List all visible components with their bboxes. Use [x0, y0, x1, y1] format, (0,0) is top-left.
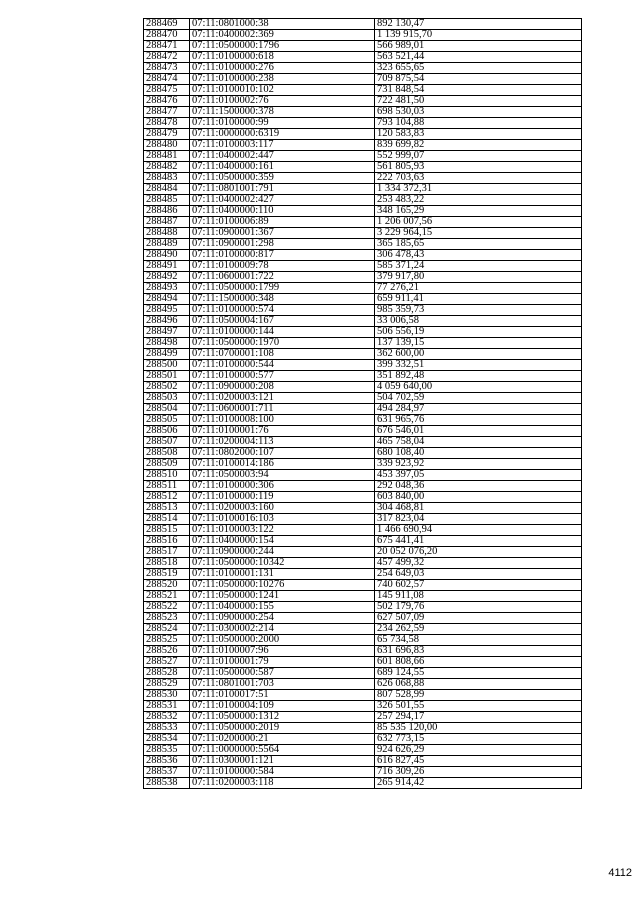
- row-number-cell: 288485: [144, 195, 190, 206]
- cadastral-number-cell: 07:11:0900000:254: [190, 613, 375, 624]
- table-row: [144, 646, 582, 657]
- cadastral-value-cell: 365 185,65: [375, 239, 582, 250]
- cadastral-value-cell: 317 823,04: [375, 514, 582, 525]
- cadastral-number-cell: 07:11:0400000:154: [190, 536, 375, 547]
- cadastral-value-cell: 506 556,19: [375, 327, 582, 338]
- table-row: [144, 569, 582, 580]
- cadastral-value-cell: 348 165,29: [375, 206, 582, 217]
- table-row: [144, 503, 582, 514]
- row-number-cell: 288531: [144, 701, 190, 712]
- table-row: [144, 316, 582, 327]
- cadastral-number-cell: 07:11:0100009:78: [190, 261, 375, 272]
- table-row: [144, 19, 582, 30]
- cadastral-value-cell: 675 441,41: [375, 536, 582, 547]
- cadastral-number-cell: 07:11:0200004:113: [190, 437, 375, 448]
- row-number-cell: 288499: [144, 349, 190, 360]
- table-row: [144, 129, 582, 140]
- row-number-cell: 288519: [144, 569, 190, 580]
- row-number-cell: 288480: [144, 140, 190, 151]
- table-row: [144, 547, 582, 558]
- row-number-cell: 288486: [144, 206, 190, 217]
- cadastral-value-cell: 292 048,36: [375, 481, 582, 492]
- row-number-cell: 288505: [144, 415, 190, 426]
- cadastral-value-cell: 731 848,54: [375, 85, 582, 96]
- cadastral-value-cell: 616 827,45: [375, 756, 582, 767]
- table-row: [144, 63, 582, 74]
- cadastral-number-cell: 07:11:0900001:298: [190, 239, 375, 250]
- cadastral-number-cell: 07:11:1500000:348: [190, 294, 375, 305]
- row-number-cell: 288534: [144, 734, 190, 745]
- cadastral-number-cell: 07:11:0500000:359: [190, 173, 375, 184]
- cadastral-number-cell: 07:11:0100008:100: [190, 415, 375, 426]
- row-number-cell: 288506: [144, 426, 190, 437]
- cadastral-value-cell: 1 139 915,70: [375, 30, 582, 41]
- row-number-cell: 288517: [144, 547, 190, 558]
- row-number-cell: 288474: [144, 74, 190, 85]
- row-number-cell: 288495: [144, 305, 190, 316]
- row-number-cell: 288513: [144, 503, 190, 514]
- cadastral-number-cell: 07:11:0100016:103: [190, 514, 375, 525]
- table-row: [144, 294, 582, 305]
- cadastral-value-cell: 362 600,00: [375, 349, 582, 360]
- row-number-cell: 288490: [144, 250, 190, 261]
- cadastral-value-cell: 504 702,59: [375, 393, 582, 404]
- cadastral-number-cell: 07:11:0100007:96: [190, 646, 375, 657]
- cadastral-number-cell: 07:11:0500000:10342: [190, 558, 375, 569]
- row-number-cell: 288528: [144, 668, 190, 679]
- cadastral-value-cell: 807 528,99: [375, 690, 582, 701]
- cadastral-number-cell: 07:11:0100003:122: [190, 525, 375, 536]
- table-row: [144, 690, 582, 701]
- table-row: [144, 745, 582, 756]
- cadastral-value-cell: 65 734,58: [375, 635, 582, 646]
- row-number-cell: 288507: [144, 437, 190, 448]
- cadastral-value-cell: 77 276,21: [375, 283, 582, 294]
- cadastral-value-cell: 457 499,32: [375, 558, 582, 569]
- table-row: [144, 723, 582, 734]
- row-number-cell: 288537: [144, 767, 190, 778]
- row-number-cell: 288511: [144, 481, 190, 492]
- row-number-cell: 288497: [144, 327, 190, 338]
- cadastral-number-cell: 07:11:0100000:119: [190, 492, 375, 503]
- cadastral-value-cell: 379 917,80: [375, 272, 582, 283]
- cadastral-value-cell: 698 530,03: [375, 107, 582, 118]
- cadastral-number-cell: 07:11:0100000:306: [190, 481, 375, 492]
- cadastral-value-cell: 257 294,17: [375, 712, 582, 723]
- cadastral-value-cell: 839 699,82: [375, 140, 582, 151]
- cadastral-number-cell: 07:11:0600001:711: [190, 404, 375, 415]
- cadastral-number-cell: 07:11:0100000:144: [190, 327, 375, 338]
- cadastral-value-cell: 566 989,01: [375, 41, 582, 52]
- table-body: [144, 19, 582, 789]
- row-number-cell: 288538: [144, 778, 190, 789]
- cadastral-value-cell: 631 696,83: [375, 646, 582, 657]
- table-row: [144, 184, 582, 195]
- cadastral-number-cell: 07:11:0100000:574: [190, 305, 375, 316]
- cadastral-value-cell: 3 229 964,15: [375, 228, 582, 239]
- row-number-cell: 288512: [144, 492, 190, 503]
- row-number-cell: 288481: [144, 151, 190, 162]
- cadastral-value-cell: 502 179,76: [375, 602, 582, 613]
- cadastral-number-cell: 07:11:0801001:703: [190, 679, 375, 690]
- cadastral-number-cell: 07:11:0500000:10276: [190, 580, 375, 591]
- cadastral-number-cell: 07:11:0600001:722: [190, 272, 375, 283]
- cadastral-number-cell: 07:11:0100010:102: [190, 85, 375, 96]
- cadastral-value-cell: 326 501,55: [375, 701, 582, 712]
- table-row: [144, 360, 582, 371]
- table-row: [144, 657, 582, 668]
- cadastral-value-cell: 234 262,59: [375, 624, 582, 635]
- table-row: [144, 327, 582, 338]
- table-row: [144, 426, 582, 437]
- table-row: [144, 305, 582, 316]
- cadastral-value-cell: 339 923,92: [375, 459, 582, 470]
- row-number-cell: 288476: [144, 96, 190, 107]
- row-number-cell: 288520: [144, 580, 190, 591]
- table-row: [144, 591, 582, 602]
- cadastral-number-cell: 07:11:0700001:108: [190, 349, 375, 360]
- row-number-cell: 288525: [144, 635, 190, 646]
- row-number-cell: 288471: [144, 41, 190, 52]
- cadastral-number-cell: 07:11:0100004:109: [190, 701, 375, 712]
- cadastral-value-cell: 253 483,22: [375, 195, 582, 206]
- row-number-cell: 288478: [144, 118, 190, 129]
- row-number-cell: 288500: [144, 360, 190, 371]
- cadastral-number-cell: 07:11:1500000:378: [190, 107, 375, 118]
- table-row: [144, 448, 582, 459]
- row-number-cell: 288496: [144, 316, 190, 327]
- cadastral-value-cell: 709 875,54: [375, 74, 582, 85]
- cadastral-value-cell: 137 139,15: [375, 338, 582, 349]
- table-row: [144, 239, 582, 250]
- table-row: [144, 140, 582, 151]
- cadastral-value-cell: 120 583,83: [375, 129, 582, 140]
- cadastral-number-cell: 07:11:0900000:244: [190, 547, 375, 558]
- table-row: [144, 492, 582, 503]
- table-row: [144, 635, 582, 646]
- cadastral-number-cell: 07:11:0100001:131: [190, 569, 375, 580]
- cadastral-number-cell: 07:11:0400002:427: [190, 195, 375, 206]
- cadastral-number-cell: 07:11:0000000:6319: [190, 129, 375, 140]
- cadastral-number-cell: 07:11:0100000:817: [190, 250, 375, 261]
- row-number-cell: 288473: [144, 63, 190, 74]
- table-row: [144, 459, 582, 470]
- row-number-cell: 288498: [144, 338, 190, 349]
- cadastral-value-cell: 680 108,40: [375, 448, 582, 459]
- cadastral-value-cell: 399 332,51: [375, 360, 582, 371]
- table-row: [144, 85, 582, 96]
- cadastral-value-cell: 716 309,26: [375, 767, 582, 778]
- row-number-cell: 288483: [144, 173, 190, 184]
- table-row: [144, 679, 582, 690]
- row-number-cell: 288524: [144, 624, 190, 635]
- table-row: [144, 624, 582, 635]
- cadastral-value-cell: 465 758,04: [375, 437, 582, 448]
- cadastral-number-cell: 07:11:0100000:544: [190, 360, 375, 371]
- cadastral-value-cell: 601 808,66: [375, 657, 582, 668]
- table-row: [144, 151, 582, 162]
- cadastral-value-cell: 676 546,01: [375, 426, 582, 437]
- cadastral-number-cell: 07:11:0801001:791: [190, 184, 375, 195]
- row-number-cell: 288482: [144, 162, 190, 173]
- cadastral-number-cell: 07:11:0200003:160: [190, 503, 375, 514]
- table-row: [144, 756, 582, 767]
- cadastral-value-cell: 1 206 007,56: [375, 217, 582, 228]
- table-row: [144, 602, 582, 613]
- cadastral-number-cell: 07:11:0200003:118: [190, 778, 375, 789]
- cadastral-number-cell: 07:11:0100000:238: [190, 74, 375, 85]
- row-number-cell: 288487: [144, 217, 190, 228]
- cadastral-value-cell: 1 466 690,94: [375, 525, 582, 536]
- cadastral-number-cell: 07:11:0500004:167: [190, 316, 375, 327]
- row-number-cell: 288477: [144, 107, 190, 118]
- row-number-cell: 288504: [144, 404, 190, 415]
- cadastral-value-cell: 627 507,09: [375, 613, 582, 624]
- cadastral-value-cell: 631 965,76: [375, 415, 582, 426]
- row-number-cell: 288488: [144, 228, 190, 239]
- row-number-cell: 288521: [144, 591, 190, 602]
- table-row: [144, 613, 582, 624]
- table-row: [144, 162, 582, 173]
- row-number-cell: 288469: [144, 19, 190, 30]
- cadastral-value-cell: 306 478,43: [375, 250, 582, 261]
- cadastral-number-cell: 07:11:0100000:584: [190, 767, 375, 778]
- row-number-cell: 288494: [144, 294, 190, 305]
- table-row: [144, 41, 582, 52]
- cadastral-number-cell: 07:11:0500000:2019: [190, 723, 375, 734]
- cadastral-number-cell: 07:11:0900001:367: [190, 228, 375, 239]
- page-number: 4112: [608, 867, 632, 879]
- table-row: [144, 778, 582, 789]
- row-number-cell: 288475: [144, 85, 190, 96]
- row-number-cell: 288526: [144, 646, 190, 657]
- cadastral-number-cell: 07:11:0500000:1970: [190, 338, 375, 349]
- table-row: [144, 536, 582, 547]
- table-row: [144, 371, 582, 382]
- cadastral-number-cell: 07:11:0200000:21: [190, 734, 375, 745]
- cadastral-value-cell: 145 911,08: [375, 591, 582, 602]
- cadastral-number-cell: 07:11:0100017:51: [190, 690, 375, 701]
- table-row: [144, 393, 582, 404]
- table-row: [144, 415, 582, 426]
- row-number-cell: 288510: [144, 470, 190, 481]
- table-row: [144, 558, 582, 569]
- cadastral-value-cell: 494 284,97: [375, 404, 582, 415]
- row-number-cell: 288492: [144, 272, 190, 283]
- cadastral-value-cell: 85 535 120,00: [375, 723, 582, 734]
- cadastral-value-table: [143, 18, 582, 789]
- table-row: [144, 514, 582, 525]
- table-row: [144, 74, 582, 85]
- cadastral-number-cell: 07:11:0100001:79: [190, 657, 375, 668]
- row-number-cell: 288508: [144, 448, 190, 459]
- cadastral-value-cell: 632 773,15: [375, 734, 582, 745]
- cadastral-number-cell: 07:11:0400000:110: [190, 206, 375, 217]
- cadastral-value-cell: 924 626,29: [375, 745, 582, 756]
- cadastral-value-cell: 585 371,24: [375, 261, 582, 272]
- row-number-cell: 288484: [144, 184, 190, 195]
- row-number-cell: 288502: [144, 382, 190, 393]
- cadastral-value-cell: 20 052 076,20: [375, 547, 582, 558]
- cadastral-value-cell: 351 892,48: [375, 371, 582, 382]
- table-row: [144, 767, 582, 778]
- table-row: [144, 382, 582, 393]
- cadastral-value-cell: 1 334 372,31: [375, 184, 582, 195]
- cadastral-number-cell: 07:11:0500000:2000: [190, 635, 375, 646]
- cadastral-value-cell: 689 124,55: [375, 668, 582, 679]
- row-number-cell: 288515: [144, 525, 190, 536]
- row-number-cell: 288489: [144, 239, 190, 250]
- row-number-cell: 288532: [144, 712, 190, 723]
- table-row: [144, 580, 582, 591]
- table-row: [144, 470, 582, 481]
- table-row: [144, 712, 582, 723]
- cadastral-number-cell: 07:11:0300002:214: [190, 624, 375, 635]
- table-row: [144, 701, 582, 712]
- row-number-cell: 288522: [144, 602, 190, 613]
- cadastral-number-cell: 07:11:0802000:107: [190, 448, 375, 459]
- cadastral-value-cell: 33 006,58: [375, 316, 582, 327]
- cadastral-number-cell: 07:11:0801000:38: [190, 19, 375, 30]
- cadastral-value-cell: 740 602,57: [375, 580, 582, 591]
- row-number-cell: 288509: [144, 459, 190, 470]
- cadastral-number-cell: 07:11:0400000:161: [190, 162, 375, 173]
- cadastral-number-cell: 07:11:0100006:89: [190, 217, 375, 228]
- cadastral-number-cell: 07:11:0500003:94: [190, 470, 375, 481]
- table-row: [144, 118, 582, 129]
- cadastral-value-cell: 985 359,73: [375, 305, 582, 316]
- row-number-cell: 288529: [144, 679, 190, 690]
- cadastral-value-cell: 659 911,41: [375, 294, 582, 305]
- row-number-cell: 288470: [144, 30, 190, 41]
- row-number-cell: 288472: [144, 52, 190, 63]
- cadastral-number-cell: 07:11:0100014:186: [190, 459, 375, 470]
- cadastral-number-cell: 07:11:0900000:208: [190, 382, 375, 393]
- cadastral-number-cell: 07:11:0500000:587: [190, 668, 375, 679]
- cadastral-number-cell: 07:11:0500000:1799: [190, 283, 375, 294]
- cadastral-number-cell: 07:11:0500000:1312: [190, 712, 375, 723]
- table-row: [144, 338, 582, 349]
- row-number-cell: 288535: [144, 745, 190, 756]
- cadastral-number-cell: 07:11:0000000:5564: [190, 745, 375, 756]
- cadastral-value-cell: 453 397,05: [375, 470, 582, 481]
- row-number-cell: 288516: [144, 536, 190, 547]
- table-row: [144, 437, 582, 448]
- row-number-cell: 288493: [144, 283, 190, 294]
- row-number-cell: 288527: [144, 657, 190, 668]
- table-row: [144, 107, 582, 118]
- row-number-cell: 288491: [144, 261, 190, 272]
- cadastral-number-cell: 07:11:0100001:76: [190, 426, 375, 437]
- row-number-cell: 288530: [144, 690, 190, 701]
- cadastral-number-cell: 07:11:0500000:1796: [190, 41, 375, 52]
- cadastral-value-cell: 254 649,03: [375, 569, 582, 580]
- table-row: [144, 206, 582, 217]
- table-row: [144, 52, 582, 63]
- cadastral-value-cell: 892 130,47: [375, 19, 582, 30]
- table-row: [144, 250, 582, 261]
- row-number-cell: 288479: [144, 129, 190, 140]
- table-row: [144, 272, 582, 283]
- cadastral-number-cell: 07:11:0100000:577: [190, 371, 375, 382]
- cadastral-number-cell: 07:11:0500000:1241: [190, 591, 375, 602]
- cadastral-number-cell: 07:11:0100003:117: [190, 140, 375, 151]
- table-row: [144, 261, 582, 272]
- cadastral-value-cell: 561 805,93: [375, 162, 582, 173]
- row-number-cell: 288536: [144, 756, 190, 767]
- cadastral-number-cell: 07:11:0100000:618: [190, 52, 375, 63]
- table-row: [144, 195, 582, 206]
- table-row: [144, 404, 582, 415]
- cadastral-number-cell: 07:11:0400002:447: [190, 151, 375, 162]
- cadastral-value-cell: 222 703,63: [375, 173, 582, 184]
- cadastral-number-cell: 07:11:0300001:121: [190, 756, 375, 767]
- cadastral-value-cell: 323 655,65: [375, 63, 582, 74]
- row-number-cell: 288503: [144, 393, 190, 404]
- cadastral-value-cell: 265 914,42: [375, 778, 582, 789]
- table-row: [144, 228, 582, 239]
- cadastral-value-cell: 552 999,07: [375, 151, 582, 162]
- cadastral-value-cell: 304 468,81: [375, 503, 582, 514]
- cadastral-value-cell: 563 521,44: [375, 52, 582, 63]
- row-number-cell: 288518: [144, 558, 190, 569]
- table-row: [144, 217, 582, 228]
- cadastral-number-cell: 07:11:0200003:121: [190, 393, 375, 404]
- table-row: [144, 349, 582, 360]
- table-row: [144, 481, 582, 492]
- cadastral-number-cell: 07:11:0400000:155: [190, 602, 375, 613]
- row-number-cell: 288501: [144, 371, 190, 382]
- cadastral-value-cell: 626 068,88: [375, 679, 582, 690]
- table-row: [144, 30, 582, 41]
- cadastral-number-cell: 07:11:0100000:276: [190, 63, 375, 74]
- table-row: [144, 668, 582, 679]
- row-number-cell: 288514: [144, 514, 190, 525]
- table-row: [144, 525, 582, 536]
- table-row: [144, 173, 582, 184]
- table-row: [144, 734, 582, 745]
- table-row: [144, 283, 582, 294]
- row-number-cell: 288523: [144, 613, 190, 624]
- cadastral-value-cell: 793 104,88: [375, 118, 582, 129]
- cadastral-number-cell: 07:11:0100002:76: [190, 96, 375, 107]
- cadastral-value-cell: 4 059 640,00: [375, 382, 582, 393]
- cadastral-value-cell: 603 840,00: [375, 492, 582, 503]
- table-row: [144, 96, 582, 107]
- cadastral-value-cell: 722 481,50: [375, 96, 582, 107]
- cadastral-number-cell: 07:11:0100000:99: [190, 118, 375, 129]
- cadastral-number-cell: 07:11:0400002:369: [190, 30, 375, 41]
- row-number-cell: 288533: [144, 723, 190, 734]
